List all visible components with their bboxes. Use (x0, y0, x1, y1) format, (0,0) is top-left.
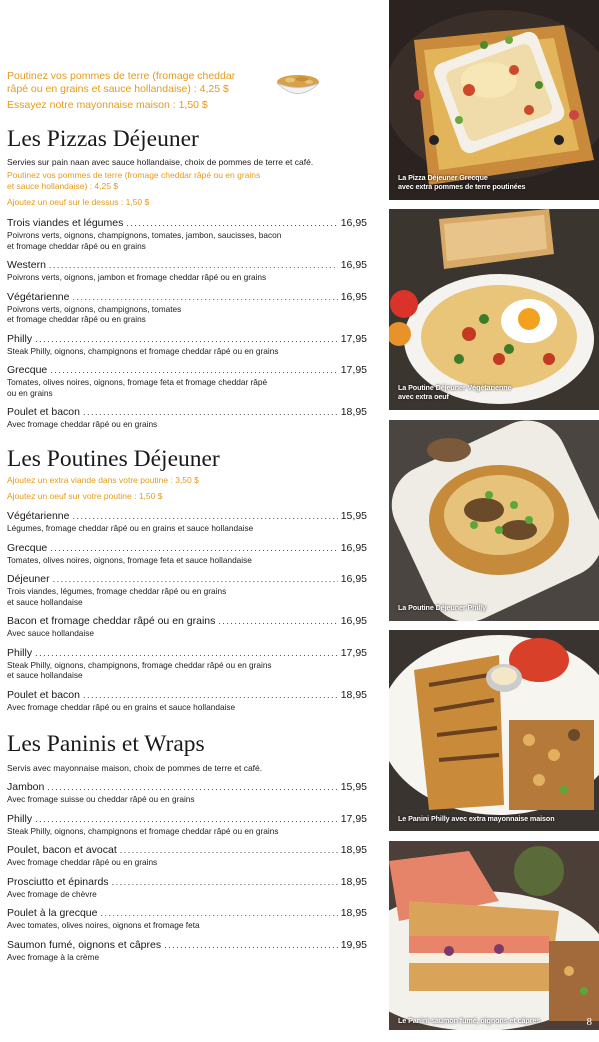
item-description: Tomates, olives noires, oignons, fromage feta et sauce hollandaise (7, 554, 252, 565)
item-price: 17,95 (340, 646, 367, 659)
menu-item (7, 907, 367, 931)
item-name: Poulet et bacon (7, 688, 80, 701)
item-price: 18,95 (340, 875, 367, 888)
item-description: et sauce hollandaise (7, 596, 83, 607)
menu-item (7, 573, 367, 607)
item-name: Grecque (7, 541, 48, 554)
menu-item (7, 510, 367, 534)
item-name: Végétarienne (7, 290, 70, 303)
promo-line: Poutinez vos pommes de terre (fromage cheddar (7, 70, 236, 82)
menu-item (7, 844, 367, 868)
promo-line: Essayez notre mayonnaise maison : 1,50 $ (7, 99, 208, 111)
page-number: 8 (586, 1016, 592, 1028)
item-name: Trois viandes et légumes (7, 217, 124, 229)
section-pizzas (7, 126, 367, 430)
item-description: Poivrons verts, oignons, champignons, tomates, jambon, saucisses, bacon (7, 230, 282, 240)
item-description: et fromage cheddar râpé ou en grains (7, 240, 146, 251)
item-description: Steak Philly, oignons, champignons et fromage cheddar râpé ou en grains (7, 825, 279, 836)
photo-caption: Le Panini Philly avec extra mayonnaise maison (398, 814, 555, 823)
item-description: Avec sauce hollandaise (7, 628, 95, 638)
item-name: Poulet, bacon et avocat (7, 844, 117, 856)
item-price: 16,95 (340, 259, 367, 271)
item-name: Jambon (7, 781, 45, 793)
section-description: Servies sur pain naan avec sauce hollandaise, choix de pommes de terre et café. (7, 157, 314, 167)
item-name: Saumon fumé, oignons et câpres (7, 938, 162, 951)
menu-item (7, 542, 367, 566)
item-price: 18,95 (340, 907, 367, 919)
photo-poutine-philly (389, 420, 599, 621)
section-note: Ajoutez un oeuf sur votre poutine : 1,50 $ (7, 491, 163, 501)
item-description: Avec fromage cheddar râpé ou en grains (7, 419, 158, 429)
item-name: Poulet et bacon (7, 406, 80, 418)
item-description: Avec fromage de chèvre (7, 888, 97, 899)
item-description: Avec tomates, olives noires, oignons et fromage feta (7, 920, 200, 930)
photo-pizza-grecque (389, 0, 599, 200)
item-description: Poivrons verts, oignons, champignons, tomates (7, 303, 182, 314)
menu-list (7, 510, 367, 712)
item-description: Légumes, fromage cheddar râpé ou en grains et sauce hollandaise (7, 523, 254, 533)
photo-column (389, 0, 599, 1042)
menu-item (7, 781, 367, 805)
item-name: Bacon et fromage cheddar râpé ou en grains (7, 615, 216, 627)
item-name: Végétarienne (7, 510, 70, 522)
section-note: et sauce hollandaise) : 4,25 $ (7, 181, 119, 191)
item-name: Poulet à la grecque (7, 907, 98, 919)
item-name: Philly (7, 646, 33, 659)
item-price: 18,95 (340, 406, 367, 418)
item-price: 16,95 (340, 217, 367, 229)
item-name: Western (7, 259, 46, 271)
section-title: Les Poutines Déjeuner (7, 446, 220, 472)
menu-item (7, 647, 367, 681)
section-title: Les Paninis et Wraps (7, 731, 205, 757)
item-description: Poivrons verts, oignons, jambon et fromage cheddar râpé ou en grains (7, 272, 267, 282)
menu-item (7, 813, 367, 837)
menu-item (7, 291, 367, 325)
item-description: ou en grains (7, 387, 53, 398)
item-name: Déjeuner (7, 573, 50, 585)
menu-list (7, 217, 367, 430)
item-description: Steak Philly, oignons, champignons, fromage cheddar râpé ou en grains (7, 659, 272, 670)
item-name: Philly (7, 812, 33, 825)
photo-poutine-vegetarienne (389, 209, 599, 410)
photo-caption: La Poutine Déjeuner Philly (398, 603, 487, 612)
promo-block (7, 70, 307, 112)
item-name: Prosciutto et épinards (7, 875, 109, 888)
menu-item (7, 217, 367, 251)
photo-caption: Le Panini saumon fumé, oignons et câpres (398, 1016, 541, 1025)
menu-item (7, 939, 367, 963)
item-price: 15,95 (340, 510, 367, 522)
photo-caption: La Pizza Déjeuner Grecque avec extra pommes de terre poutinées (398, 173, 526, 191)
promo-line: râpé ou en grains et sauce hollandaise) : 4,25 $ (7, 83, 229, 95)
menu-item (7, 876, 367, 900)
section-note: Poutinez vos pommes de terre (fromage cheddar râpé ou en grains (7, 170, 261, 180)
item-price: 17,95 (340, 364, 367, 376)
menu-item (7, 406, 367, 430)
menu-item (7, 689, 367, 713)
menu-item (7, 259, 367, 283)
item-price: 19,95 (340, 938, 367, 951)
item-price: 18,95 (340, 844, 367, 856)
item-price: 16,95 (340, 573, 367, 585)
section-paninis (7, 731, 367, 962)
section-note: Ajoutez un oeuf sur le dessus : 1,50 $ (7, 197, 150, 207)
item-description: Trois viandes, légumes, fromage cheddar râpé ou en grains (7, 586, 227, 596)
item-description: Avec fromage à la crème (7, 951, 100, 962)
item-price: 16,95 (340, 615, 367, 627)
item-description: Avec fromage cheddar râpé ou en grains et sauce hollandaise (7, 701, 236, 712)
item-price: 18,95 (340, 688, 367, 701)
section-note: Ajoutez un extra viande dans votre poutine : 3,50 $ (7, 475, 199, 485)
item-price: 15,95 (340, 781, 367, 793)
item-description: Steak Philly, oignons, champignons et fromage cheddar râpé ou en grains (7, 345, 279, 356)
item-description: Avec fromage suisse ou cheddar râpé ou en grains (7, 794, 195, 804)
section-description: Servis avec mayonnaise maison, choix de pommes de terre et café. (7, 763, 263, 773)
poutine-bowl-icon (274, 72, 322, 98)
item-description: Tomates, olives noires, oignons, fromage feta et fromage cheddar râpé (7, 377, 268, 387)
menu-item (7, 333, 367, 357)
item-name: Grecque (7, 364, 48, 376)
photo-caption: La Poutine Déjeuner Végétarienne avec extra oeuf (398, 383, 512, 401)
menu-item (7, 615, 367, 639)
item-price: 16,95 (340, 541, 367, 554)
section-title: Les Pizzas Déjeuner (7, 126, 199, 152)
item-description: Avec fromage cheddar râpé ou en grains (7, 857, 158, 867)
item-price: 17,95 (340, 812, 367, 825)
item-name: Philly (7, 332, 33, 345)
menu-item (7, 364, 367, 398)
photo-panini-philly (389, 630, 599, 831)
menu-list (7, 781, 367, 962)
item-price: 17,95 (340, 332, 367, 345)
item-description: et sauce hollandaise (7, 670, 83, 680)
item-description: et fromage cheddar râpé ou en grains (7, 314, 146, 324)
section-poutines (7, 446, 367, 712)
item-price: 16,95 (340, 290, 367, 303)
photo-panini-saumon (389, 841, 599, 1030)
